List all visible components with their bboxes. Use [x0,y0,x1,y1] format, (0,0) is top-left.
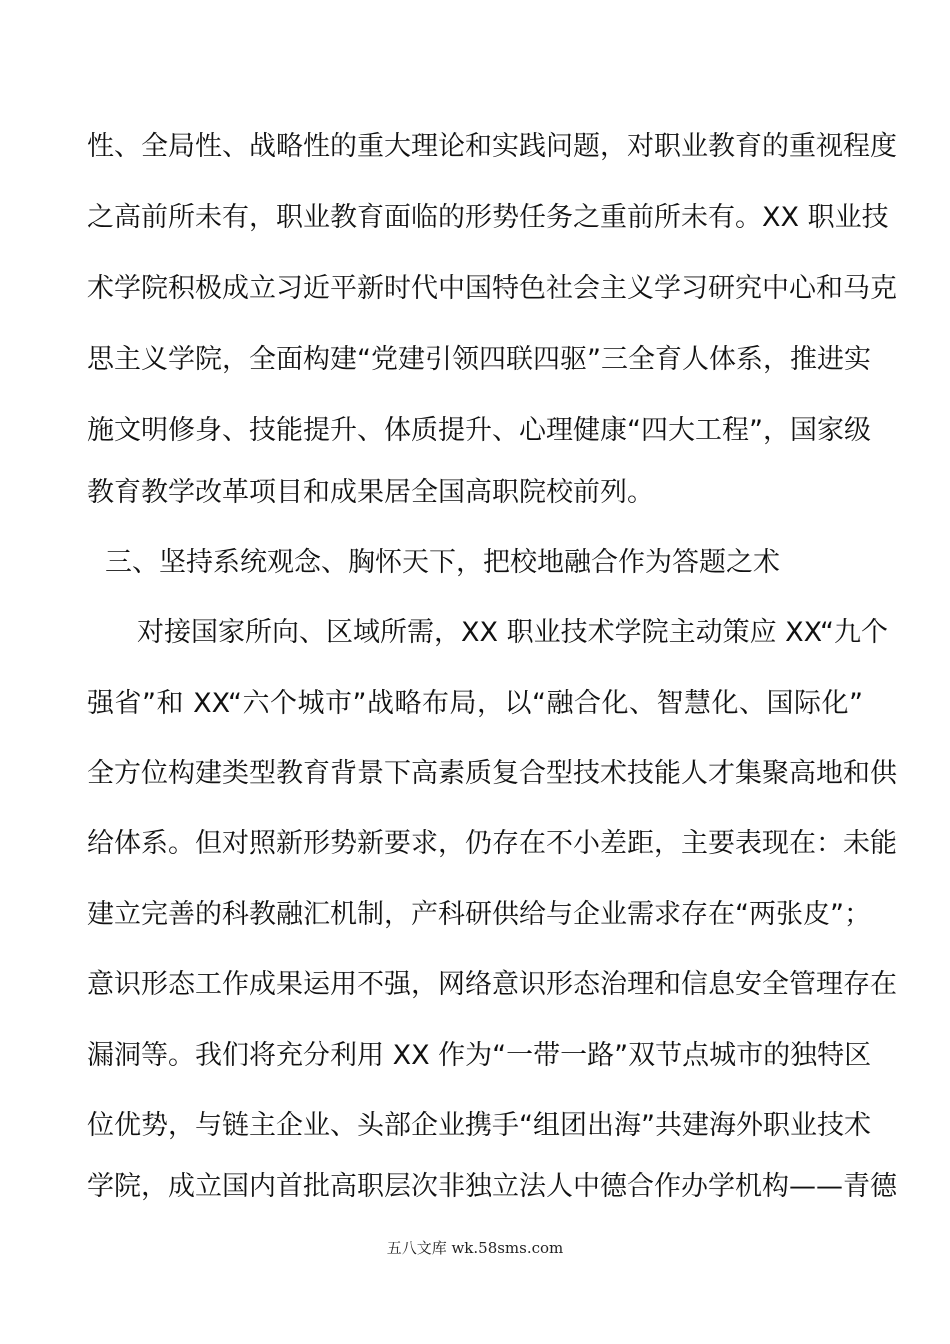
body-text-line: 施文明修身、技能提升、体质提升、心理健康“四大工程”，国家级 [87,415,871,446]
section-heading: 三、坚持系统观念、胸怀天下，把校地融合作为答题之术 [105,547,780,578]
body-text-line: 位优势，与链主企业、头部企业携手“组团出海”共建海外职业技术 [87,1110,871,1141]
body-text-line: 思主义学院，全面构建“党建引领四联四驱”三全育人体系，推进实 [87,344,871,375]
body-text-line: 术学院积极成立习近平新时代中国特色社会主义学习研究中心和马克 [87,273,897,304]
body-text-line: 给体系。但对照新形势新要求，仍存在不小差距，主要表现在：未能 [87,828,897,859]
body-text-line: 漏洞等。我们将充分利用 XX 作为“一带一路”双节点城市的独特区 [87,1040,872,1071]
body-text-line: 教育教学改革项目和成果居全国高职院校前列。 [87,477,654,508]
body-text-line: 全方位构建类型教育背景下高素质复合型技术技能人才集聚高地和供 [87,758,897,789]
body-text-line: 强省”和 XX“六个城市”战略布局，以“融合化、智慧化、国际化” [87,688,863,719]
body-text-line: 建立完善的科教融汇机制，产科研供给与企业需求存在“两张皮”； [87,899,871,930]
body-text-line: 之高前所未有，职业教育面临的形势任务之重前所未有。XX 职业技 [87,202,889,233]
paragraph-first-line: 对接国家所向、区域所需，XX 职业技术学院主动策应 XX“九个 [137,617,889,648]
body-text-line: 性、全局性、战略性的重大理论和实践问题，对职业教育的重视程度 [87,131,897,162]
footer-watermark: 五八文库 wk.58sms.com [386,1239,564,1257]
body-text-line: 学院，成立国内首批高职层次非独立法人中德合作办学机构——青德 [87,1171,897,1202]
body-text-line: 意识形态工作成果运用不强，网络意识形态治理和信息安全管理存在 [87,969,897,1000]
